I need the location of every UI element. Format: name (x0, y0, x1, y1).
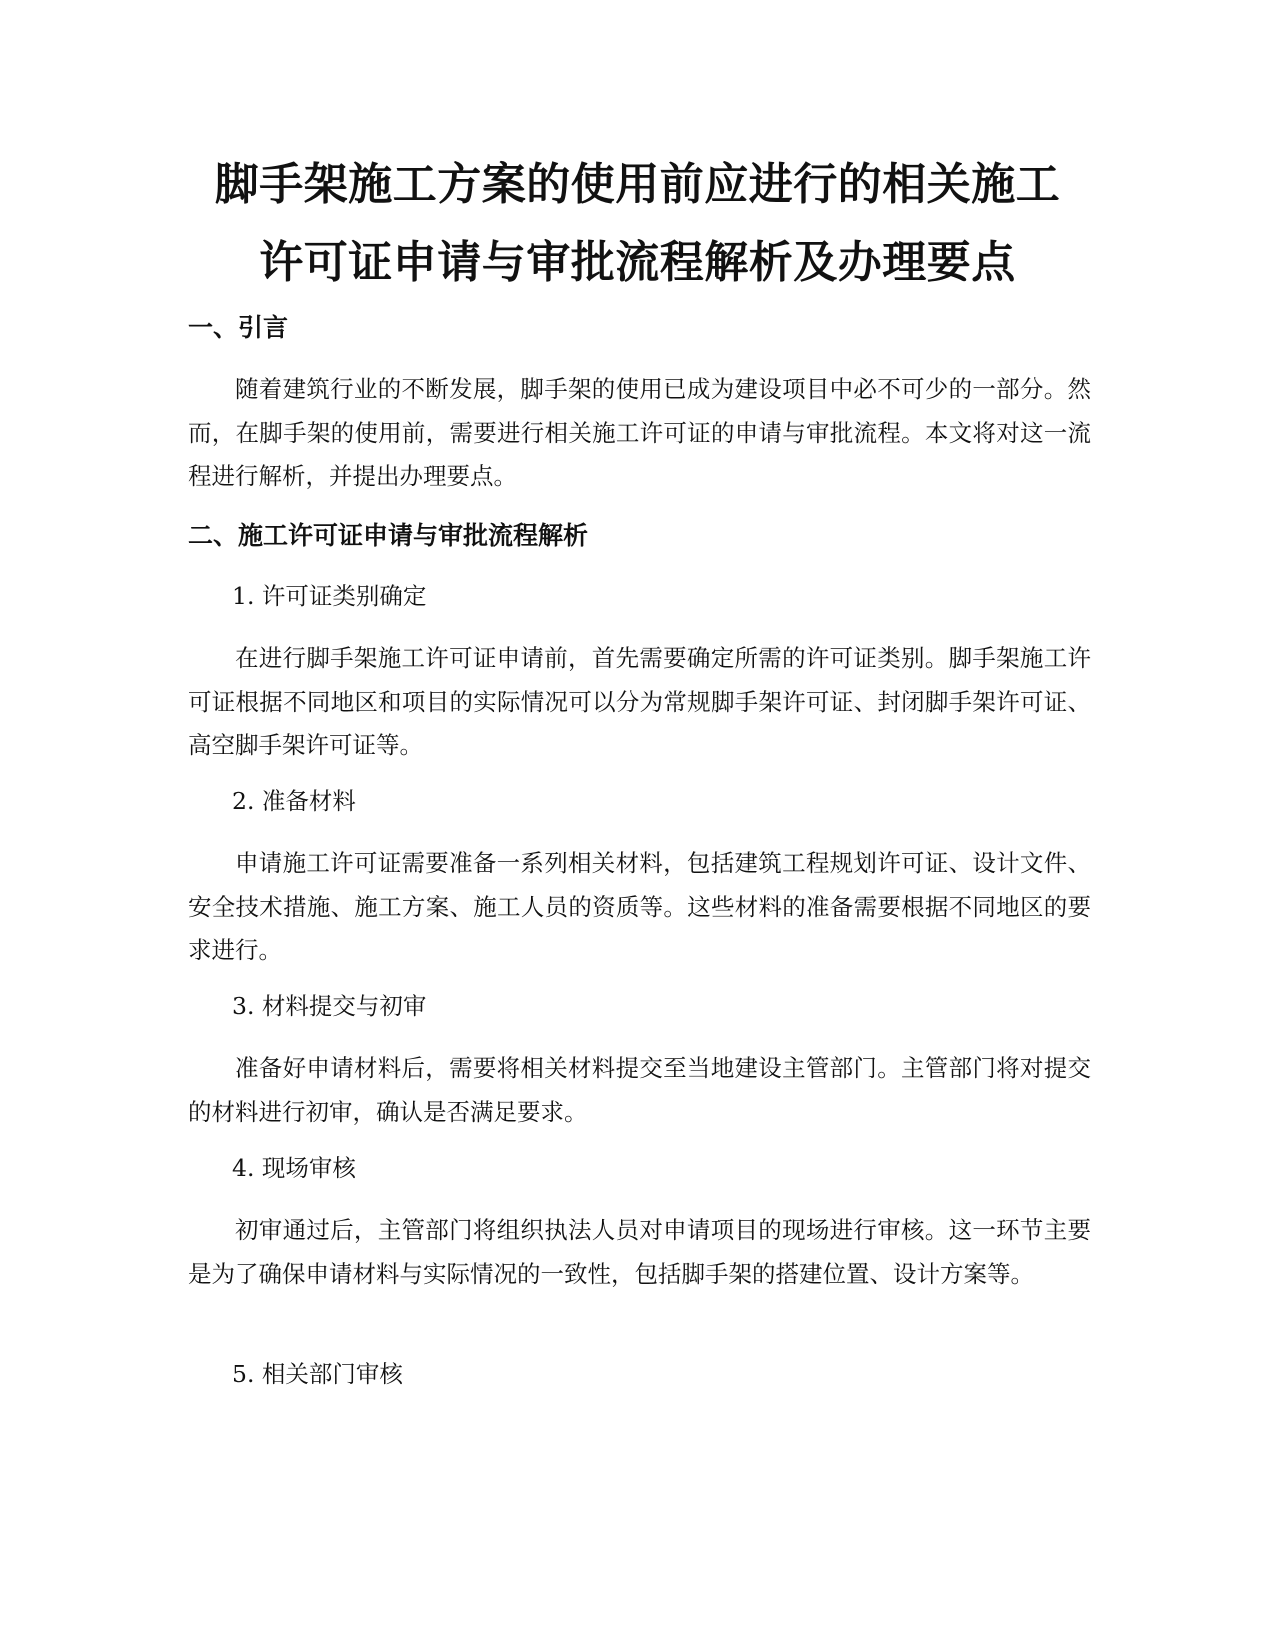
item-title-2: 2. 准备材料 (232, 787, 356, 815)
item-text-2: 申请施工许可证需要准备一系列相关材料，包括建筑工程规划许可证、设计文件、安全技术措施、施工方案、施工人员的资质等。这些材料的准备需要根据不同地区的要求进行。 (188, 849, 1091, 964)
title-line-2: 许可证申请与审批流程解析及办理要点 (259, 237, 1016, 288)
title-line-1: 脚手架施工方案的使用前应进行的相关施工 (214, 159, 1061, 210)
item-text-4: 初审通过后，主管部门将组织执法人员对申请项目的现场进行审核。这一环节主要是为了确保申请材料与实际情况的一致性，包括脚手架的搭建位置、设计方案等。 (188, 1216, 1091, 1288)
item-text-1: 在进行脚手架施工许可证申请前，首先需要确定所需的许可证类别。脚手架施工许可证根据不同地区和项目的实际情况可以分为常规脚手架许可证、封闭脚手架许可证、高空脚手架许可证等。 (188, 644, 1091, 759)
item-title-3: 3. 材料提交与初审 (232, 992, 427, 1020)
item-title-4: 4. 现场审核 (232, 1154, 356, 1182)
intro-paragraph: 随着建筑行业的不断发展，脚手架的使用已成为建设项目中必不可少的一部分。然而，在脚手架的使用前，需要进行相关施工许可证的申请与审批流程。本文将对这一流程进行解析，并提出办理要点。 (188, 375, 1091, 490)
item-text-3: 准备好申请材料后，需要将相关材料提交至当地建设主管部门。主管部门将对提交的材料进行初审，确认是否满足要求。 (188, 1054, 1091, 1126)
item-title-5: 5. 相关部门审核 (232, 1360, 403, 1388)
section-heading-process: 二、施工许可证申请与审批流程解析 (188, 521, 589, 550)
section-heading-intro: 一、引言 (188, 313, 289, 342)
item-title-1: 1. 许可证类别确定 (232, 582, 427, 610)
document-title (150, 146, 1125, 302)
